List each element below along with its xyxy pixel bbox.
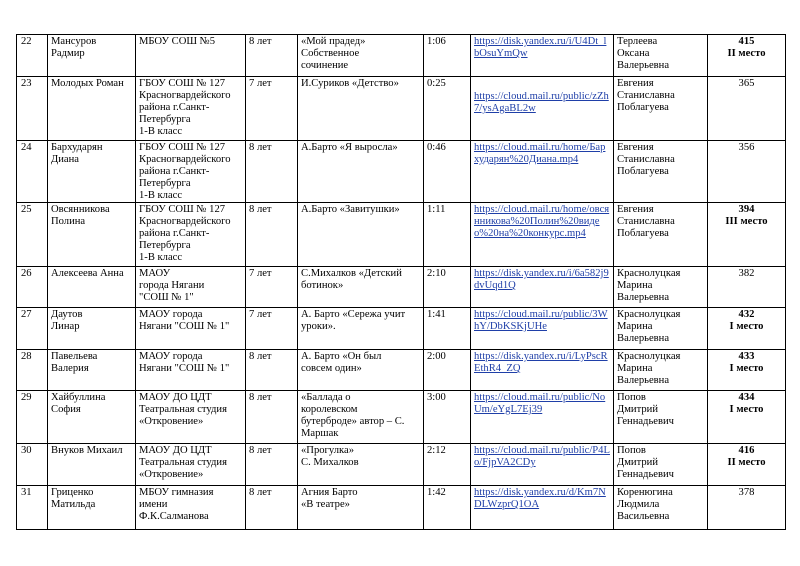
age-cell: 8 лет [246, 444, 298, 486]
table-row [17, 203, 786, 267]
teacher-cell: Краснолуцкая Марина Валерьевна [614, 267, 708, 308]
school-cell: МАОУ города Нягани "СОШ № 1" [136, 267, 246, 308]
age-cell: 8 лет [246, 391, 298, 444]
participant-name-cell: Овсянникова Полина [48, 203, 136, 267]
table-row [17, 350, 786, 391]
work-title-cell: «Прогулка» С. Михалков [298, 444, 424, 486]
video-link[interactable]: https://disk.yandex.ru/d/Km7NDLWzprQ1OA [474, 487, 606, 510]
score-cell [708, 486, 786, 530]
duration-cell: 0:25 [424, 77, 471, 141]
score-cell [708, 35, 786, 77]
work-title-cell: А. Барто «Сережа учит уроки». [298, 308, 424, 350]
video-link[interactable]: https://cloud.mail.ru/public/NoUm/eYgL7Ej39 [474, 392, 606, 415]
work-title-cell: «Баллада о королевском бутерброде» автор – С. Маршак [298, 391, 424, 444]
score-points: 432 [738, 309, 755, 320]
score-points: 378 [738, 487, 755, 498]
age-cell: 7 лет [246, 308, 298, 350]
duration-cell: 1:41 [424, 308, 471, 350]
school-cell: ГБОУ СОШ № 127 Красногвардейского района г.Санкт- Петербурга 1-В класс [136, 141, 246, 203]
table-row [17, 308, 786, 350]
table-row [17, 444, 786, 486]
video-link-cell [471, 267, 614, 308]
age-cell: 8 лет [246, 350, 298, 391]
table-row [17, 77, 786, 141]
score-cell [708, 267, 786, 308]
row-number-cell: 26 [17, 267, 48, 308]
school-cell: МАОУ города Нягани "СОШ № 1" [136, 308, 246, 350]
age-cell: 7 лет [246, 267, 298, 308]
teacher-cell: Евгения Станиславна Поблагуева [614, 203, 708, 267]
participant-name-cell: Мансуров Радмир [48, 35, 136, 77]
row-number-cell: 27 [17, 308, 48, 350]
score-cell [708, 308, 786, 350]
score-points: 415 [738, 36, 755, 47]
score-cell [708, 141, 786, 203]
teacher-cell: Попов Дмитрий Геннадьевич [614, 391, 708, 444]
school-cell: МБОУ гимназия имени Ф.К.Салманова [136, 486, 246, 530]
score-cell [708, 444, 786, 486]
video-link[interactable]: https://cloud.mail.ru/public/P4Lo/FjpVA2CDy [474, 445, 610, 468]
score-points: 382 [738, 268, 755, 279]
score-points: 365 [738, 78, 755, 89]
duration-cell: 1:11 [424, 203, 471, 267]
video-link[interactable]: https://cloud.mail.ru/public/3WhY/DbKSKjUHe [474, 309, 608, 332]
participant-name-cell: Даутов Линар [48, 308, 136, 350]
video-link-cell [471, 444, 614, 486]
video-link-cell [471, 350, 614, 391]
video-link-cell [471, 486, 614, 530]
place-label: I место [729, 404, 764, 415]
row-number-cell: 25 [17, 203, 48, 267]
participant-name-cell: Внуков Михаил [48, 444, 136, 486]
place-label: I место [729, 363, 764, 374]
age-cell: 8 лет [246, 486, 298, 530]
table-row [17, 141, 786, 203]
age-cell: 8 лет [246, 35, 298, 77]
work-title-cell: Агния Барто «В театре» [298, 486, 424, 530]
score-points: 434 [738, 392, 755, 403]
teacher-cell: Коренюгина Людмила Васильевна [614, 486, 708, 530]
teacher-cell: Терлеева Оксана Валерьевна [614, 35, 708, 77]
score-cell [708, 203, 786, 267]
duration-cell: 2:10 [424, 267, 471, 308]
place-label: III место [725, 216, 768, 227]
table-row [17, 391, 786, 444]
duration-cell: 2:00 [424, 350, 471, 391]
video-link-cell [471, 203, 614, 267]
work-title-cell: «Мой прадед» Собственное сочинение [298, 35, 424, 77]
teacher-cell: Краснолуцкая Марина Валерьевна [614, 350, 708, 391]
results-table [16, 34, 786, 530]
row-number-cell: 22 [17, 35, 48, 77]
video-link-cell [471, 77, 614, 141]
duration-cell: 1:42 [424, 486, 471, 530]
video-link[interactable]: https://cloud.mail.ru/public/zZh7/ysAgaBL2w [474, 91, 609, 114]
row-number-cell: 23 [17, 77, 48, 141]
participant-name-cell: Хайбуллина София [48, 391, 136, 444]
results-table-body [17, 35, 786, 530]
participant-name-cell: Бархударян Диана [48, 141, 136, 203]
video-link[interactable]: https://disk.yandex.ru/i/LyPscREthR4_ZQ [474, 351, 608, 374]
age-cell: 8 лет [246, 203, 298, 267]
age-cell: 7 лет [246, 77, 298, 141]
score-cell [708, 391, 786, 444]
work-title-cell: А.Барто «Я выросла» [298, 141, 424, 203]
table-row [17, 267, 786, 308]
participant-name-cell: Алексеева Анна [48, 267, 136, 308]
score-points: 394 [738, 204, 755, 215]
video-link-cell [471, 141, 614, 203]
row-number-cell: 28 [17, 350, 48, 391]
school-cell: МАОУ ДО ЦДТ Театральная студия «Откровение» [136, 444, 246, 486]
work-title-cell: С.Михалков «Детский ботинок» [298, 267, 424, 308]
score-points: 356 [738, 142, 755, 153]
duration-cell: 1:06 [424, 35, 471, 77]
row-number-cell: 24 [17, 141, 48, 203]
row-number-cell: 30 [17, 444, 48, 486]
row-number-cell: 29 [17, 391, 48, 444]
school-cell: ГБОУ СОШ № 127 Красногвардейского района г.Санкт- Петербурга 1-В класс [136, 203, 246, 267]
duration-cell: 3:00 [424, 391, 471, 444]
score-cell [708, 77, 786, 141]
teacher-cell: Евгения Станиславна Поблагуева [614, 141, 708, 203]
school-cell: МБОУ СОШ №5 [136, 35, 246, 77]
duration-cell: 2:12 [424, 444, 471, 486]
teacher-cell: Евгения Станиславна Поблагуева [614, 77, 708, 141]
teacher-cell: Краснолуцкая Марина Валерьевна [614, 308, 708, 350]
table-row [17, 35, 786, 77]
duration-cell: 0:46 [424, 141, 471, 203]
place-label: I место [729, 321, 764, 332]
age-cell: 8 лет [246, 141, 298, 203]
video-link[interactable]: https://disk.yandex.ru/i/6a582j9dvUqd1Q [474, 268, 609, 291]
school-cell: ГБОУ СОШ № 127 Красногвардейского района г.Санкт- Петербурга 1-В класс [136, 77, 246, 141]
work-title-cell: И.Суриков «Детство» [298, 77, 424, 141]
video-link-cell [471, 308, 614, 350]
participant-name-cell: Молодых Роман [48, 77, 136, 141]
video-link-cell [471, 391, 614, 444]
participant-name-cell: Павельева Валерия [48, 350, 136, 391]
work-title-cell: А. Барто «Он был совсем один» [298, 350, 424, 391]
score-points: 433 [738, 351, 755, 362]
place-label: II место [727, 48, 766, 59]
row-number-cell: 31 [17, 486, 48, 530]
score-cell [708, 350, 786, 391]
video-link[interactable]: https://cloud.mail.ru/home/овсянникова%20Полин%20видео%20на%20конкурс.mp4 [474, 204, 610, 239]
video-link[interactable]: https://disk.yandex.ru/i/U4Dt_lbOsuYmQw [474, 36, 607, 59]
school-cell: МАОУ города Нягани "СОШ № 1" [136, 350, 246, 391]
participant-name-cell: Гриценко Матильда [48, 486, 136, 530]
school-cell: МАОУ ДО ЦДТ Театральная студия «Откровение» [136, 391, 246, 444]
place-label: II место [727, 457, 766, 468]
video-link-cell [471, 35, 614, 77]
teacher-cell: Попов Дмитрий Геннадьевич [614, 444, 708, 486]
score-points: 416 [738, 445, 755, 456]
video-link[interactable]: https://cloud.mail.ru/home/Бархударян%20Диана.mp4 [474, 142, 606, 165]
table-row [17, 486, 786, 530]
work-title-cell: А.Барто «Завитушки» [298, 203, 424, 267]
